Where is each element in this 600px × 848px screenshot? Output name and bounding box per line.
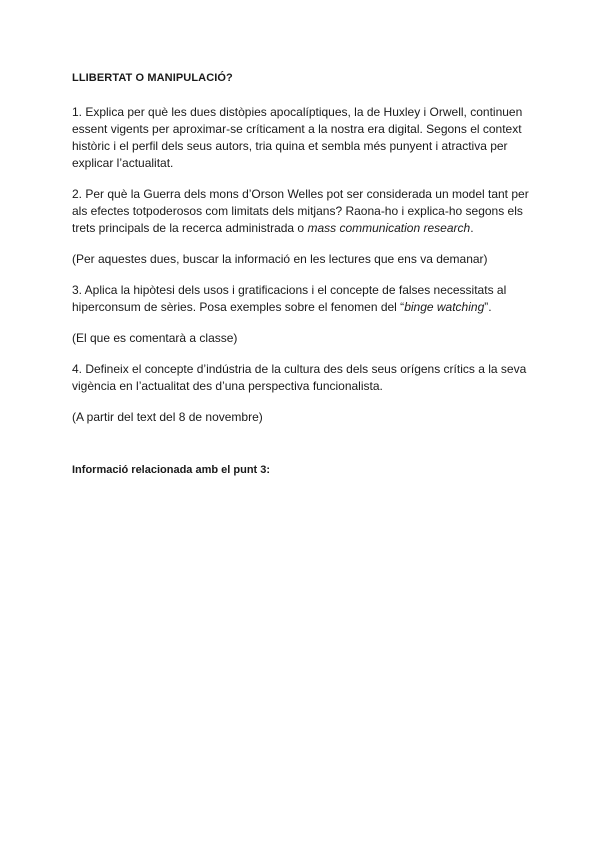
question-2-italic-term: mass communication research — [307, 221, 471, 235]
question-3 — [72, 282, 532, 316]
question-3-end: ”. — [484, 300, 492, 314]
question-2-text: 2. Per què la Guerra dels mons d’Orson Welles pot ser considerada un model tant per als efectes totpoderosos com limitats dels mitjans? Raona-ho i explica-ho segons els trets principals de la recerca administrada o — [72, 187, 529, 235]
question-1: 1. Explica per què les dues distòpies apocalíptiques, la de Huxley i Orwell, continuen essent vigents per aproximar-se críticament a la nostra era digital. Segons el context històric i el perfil dels seus autors, tria quina et sembla més punyent i atractiva per explicar l’actualitat. — [72, 105, 523, 170]
question-2 — [72, 186, 532, 237]
note-question-4: (A partir del text del 8 de novembre) — [72, 410, 263, 424]
document-title: LLIBERTAT O MANIPULACIÓ? — [72, 72, 233, 84]
note-question-3: (El que es comentarà a classe) — [72, 331, 238, 345]
document-page — [72, 70, 532, 478]
question-3-italic-term: binge watching — [404, 300, 485, 314]
section-heading-point-3: Informació relacionada amb el punt 3: — [72, 464, 271, 476]
note-questions-1-2: (Per aquestes dues, buscar la informació en les lectures que ens va demanar) — [72, 252, 488, 266]
question-3-text: 3. Aplica la hipòtesi dels usos i gratificacions i el concepte de falses necessitats al hiperconsum de sèries. Posa exemples sobre el fenomen del “ — [72, 283, 507, 314]
question-4: 4. Defineix el concepte d’indústria de la cultura des dels seus orígens crítics a la seva vigència en l’actualitat des d’una perspectiva funcionalista. — [72, 362, 527, 393]
question-2-end: . — [470, 221, 474, 235]
